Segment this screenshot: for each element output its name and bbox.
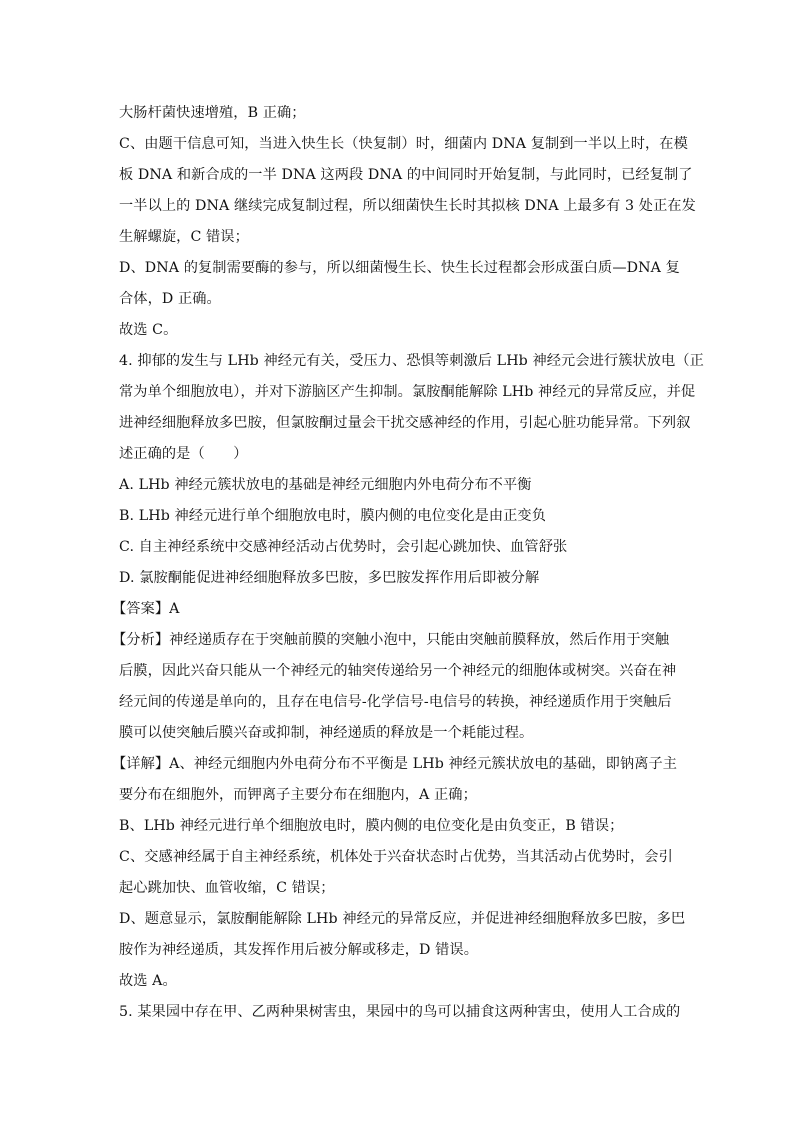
question-4-stem: 常为单个细胞放电），并对下游脑区产生抑制。氯胺酮能解除 LHb 神经元的异常反应，并促	[119, 384, 696, 400]
text-line: 生解螺旋，C 错误；	[119, 229, 249, 245]
question-4-stem: 进神经细胞释放多巴胺，但氯胺酮过量会干扰交感神经的作用，引起心脏功能异常。下列叙	[119, 415, 691, 431]
analysis-text: 经元间的传递是单向的，且存在电信号-化学信号-电信号的转换，神经递质作用于突触后	[119, 694, 672, 710]
question-4-stem: 4. 抑郁的发生与 LHb 神经元有关，受压力、恐惧等刺激后 LHb 神经元会进行簇状放电（正	[119, 353, 704, 369]
text-line: 大肠杆菌快速增殖，B 正确；	[119, 105, 306, 121]
option-c: C. 自主神经系统中交感神经活动占优势时，会引起心跳加快、血管舒张	[119, 539, 568, 555]
detail-text: B、LHb 神经元进行单个细胞放电时，膜内侧的电位变化是由负变正，B 错误；	[119, 818, 624, 834]
option-d: D. 氯胺酮能促进神经细胞释放多巴胺，多巴胺发挥作用后即被分解	[119, 570, 540, 586]
question-4-stem: 述正确的是（ ）	[119, 446, 248, 462]
text-line: 一半以上的 DNA 继续完成复制过程，所以细菌快生长时其拟核 DNA 上最多有 3 处正在发	[119, 198, 696, 214]
detail-text: 要分布在细胞外，而钾离子主要分布在细胞内，A 正确；	[119, 787, 477, 803]
text-line: 板 DNA 和新合成的一半 DNA 这两段 DNA 的中间同时开始复制，与此同时，已经复制了	[119, 167, 693, 183]
text-line: 故选 C。	[119, 322, 178, 338]
text-line: 合体，D 正确。	[119, 291, 221, 307]
answer-choice: 故选 A。	[119, 973, 177, 989]
analysis-text: 膜可以使突触后膜兴奋或抑制，神经递质的释放是一个耗能过程。	[119, 725, 534, 741]
text-line: C、由题干信息可知，当进入快生长（快复制）时，细菌内 DNA 复制到一半以上时，在模	[119, 136, 688, 152]
analysis-text: 【分析】神经递质存在于突触前膜的突触小泡中，只能由突触前膜释放，然后作用于突触	[112, 632, 670, 648]
detail-text: D、题意显示，氯胺酮能解除 LHb 神经元的异常反应，并促进神经细胞释放多巴胺，多巴	[119, 911, 686, 927]
detail-text: C、交感神经属于自主神经系统，机体处于兴奋状态时占优势，当其活动占优势时，会引	[119, 849, 673, 865]
detail-text: 胺作为神经递质，其发挥作用后被分解或移走，D 错误。	[119, 942, 478, 958]
question-5-stem: 5. 某果园中存在甲、乙两种果树害虫，果园中的鸟可以捕食这两种害虫，使用人工合成的	[119, 1004, 681, 1020]
option-b: B. LHb 神经元进行单个细胞放电时，膜内侧的电位变化是由正变负	[119, 508, 547, 524]
detail-text: 【详解】A、神经元细胞内外电荷分布不平衡是 LHb 神经元簇状放电的基础，即钠离子主	[112, 756, 678, 772]
answer-label: 【答案】A	[112, 601, 180, 617]
text-line: D、DNA 的复制需要酶的参与，所以细菌慢生长、快生长过程都会形成蛋白质—DNA 复	[119, 260, 680, 276]
detail-text: 起心跳加快、血管收缩，C 错误；	[119, 880, 335, 896]
option-a: A. LHb 神经元簇状放电的基础是神经元细胞内外电荷分布不平衡	[119, 477, 532, 493]
analysis-text: 后膜，因此兴奋只能从一个神经元的轴突传递给另一个神经元的细胞体或树突。兴奋在神	[119, 663, 677, 679]
